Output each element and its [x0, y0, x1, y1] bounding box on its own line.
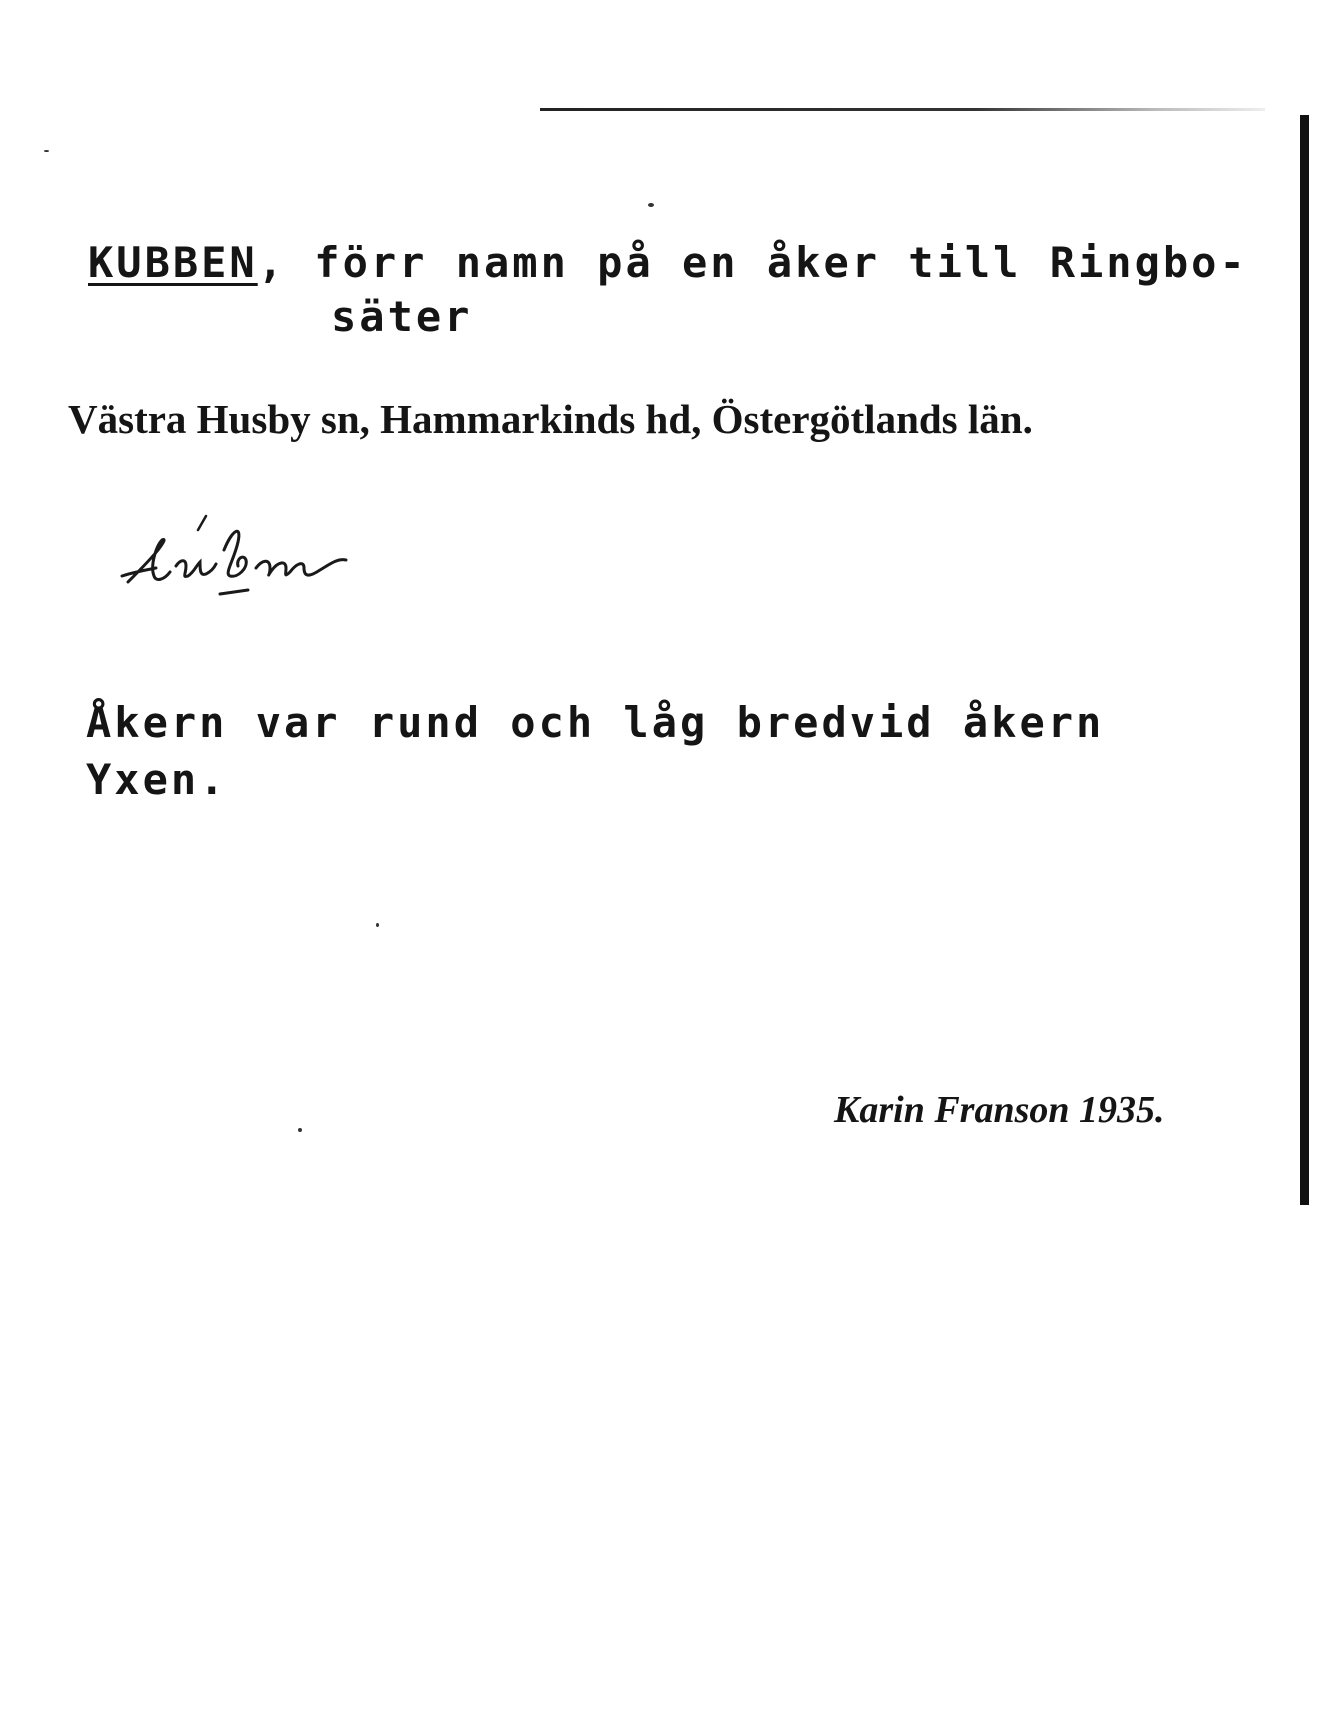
right-edge-bar [1300, 115, 1309, 1205]
location-line: Västra Husby sn, Hammarkinds hd, Östergötlands län. [68, 396, 1033, 442]
description-line-1: Åkern var rund och låg bredvid åkern [86, 698, 1105, 747]
speck [376, 923, 379, 927]
entry-line-2: säter [331, 292, 473, 341]
top-rule-line [540, 108, 1265, 111]
signature: Karin Franson 1935. [834, 1089, 1165, 1131]
headword: KUBBEN [88, 238, 258, 287]
speck [298, 1128, 302, 1132]
entry-line-1 [88, 238, 1248, 287]
handwritten-note-image [120, 510, 370, 610]
entry-line-1-text: , förr namn på en åker till Ringbo- [257, 238, 1248, 287]
speck [648, 203, 654, 207]
description-line-2: Yxen. [86, 755, 228, 804]
speck [44, 150, 49, 152]
